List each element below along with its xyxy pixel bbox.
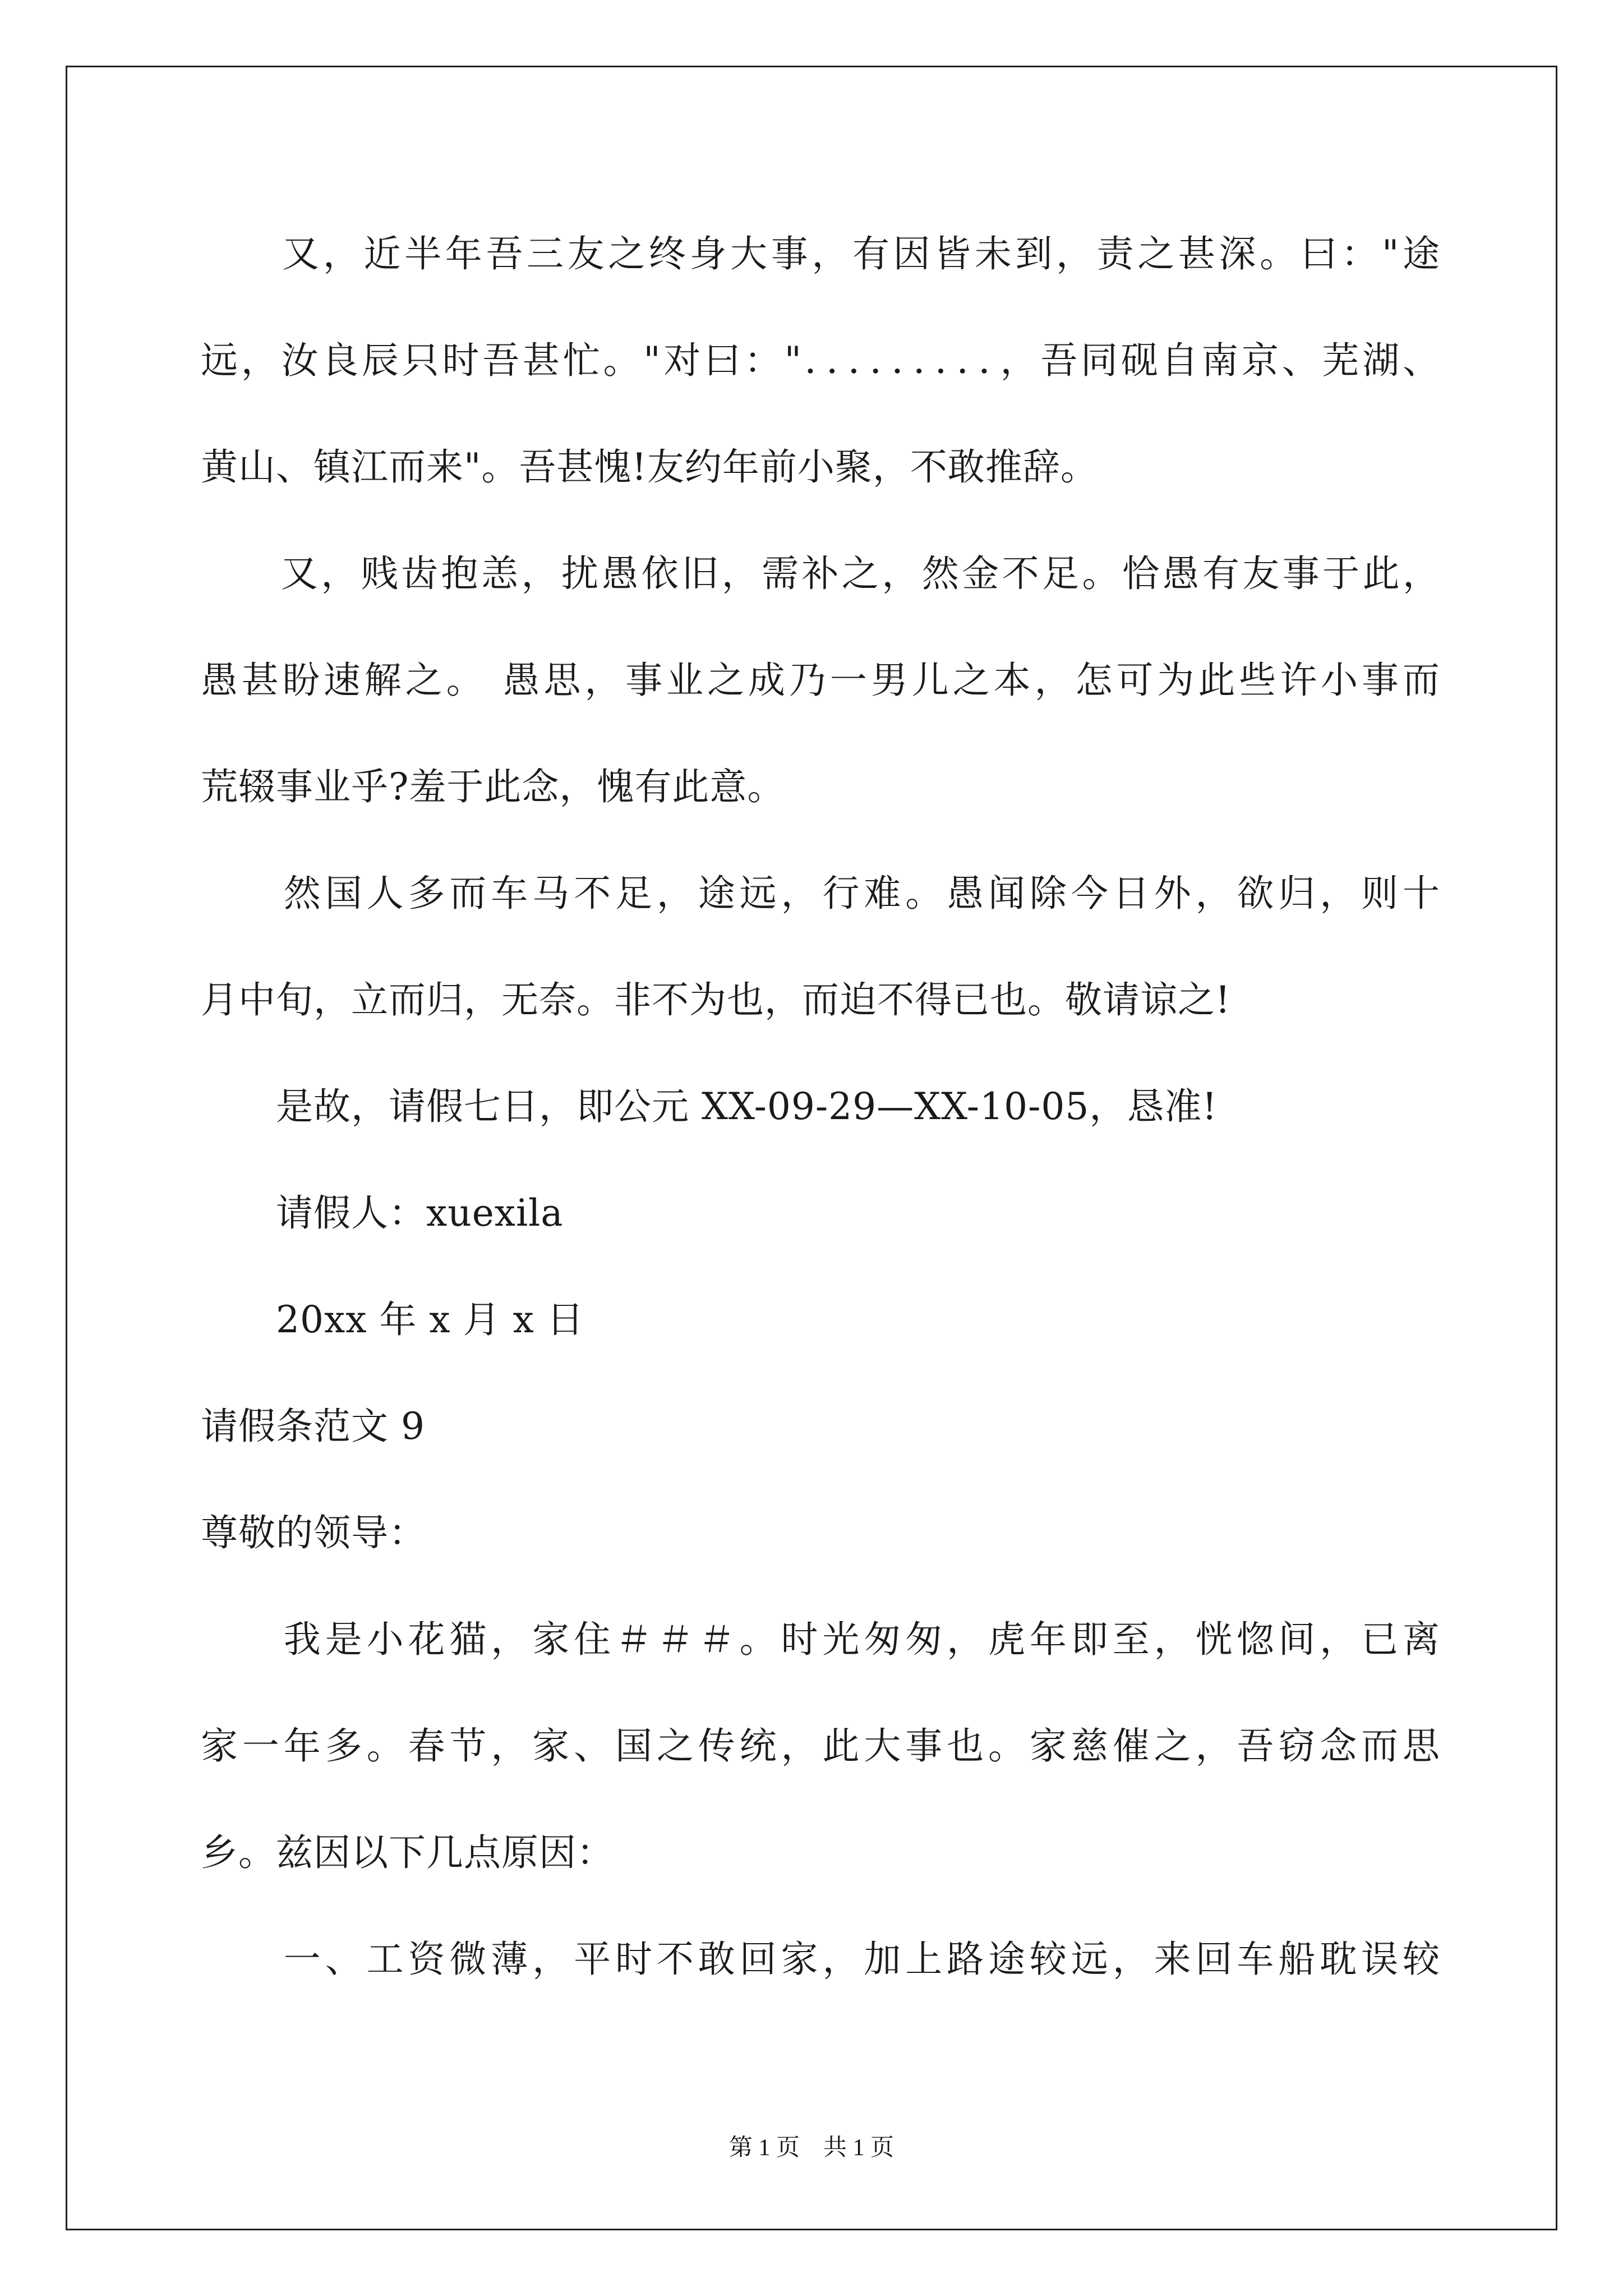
text-line: 请假人：xuexila bbox=[201, 1191, 564, 1235]
text-line: 荒辍事业乎?羞于此念，愧有此意。 bbox=[201, 765, 785, 808]
text-line: 20xx 年 x 月 x 日 bbox=[201, 1298, 584, 1341]
text-line: 一、工资微薄，平时不敢回家，加上路途较远，来回车船耽误较 bbox=[201, 1938, 1440, 1981]
text-line: 我是小花猫，家住＃＃＃。时光匆匆，虎年即至，恍惚间，已离 bbox=[201, 1618, 1440, 1661]
text-line: 家一年多。春节，家、国之传统，此大事也。家慈催之，吾窃念而思 bbox=[201, 1724, 1440, 1768]
page-border bbox=[66, 66, 1557, 2230]
page-number: 第 1 页 共 1 页 bbox=[728, 2135, 894, 2161]
text-line: 又，近半年吾三友之终身大事，有因皆未到，责之甚深。曰："途 bbox=[201, 232, 1440, 275]
text-line: 黄山、镇江而来"。吾甚愧!友约年前小聚，不敢推辞。 bbox=[201, 445, 1098, 489]
text-line: 愚甚盼速解之。 愚思，事业之成乃一男儿之本，怎可为此些许小事而 bbox=[201, 659, 1440, 702]
text-line: 乡。兹因以下几点原因： bbox=[201, 1831, 614, 1874]
text-line: 月中旬，立而归，无奈。非不为也，而迫不得已也。敬请谅之! bbox=[201, 978, 1231, 1022]
text-line: 是故，请假七日，即公元 XX-09-29—XX-10-05，恳准! bbox=[201, 1085, 1218, 1128]
text-line: 又，贱齿抱恙，扰愚依旧，需补之，然金不足。恰愚有友事于此， bbox=[201, 552, 1440, 595]
section-heading: 请假条范文 9 bbox=[201, 1405, 425, 1448]
text-line: 然国人多而车马不足，途远，行难。愚闻除今日外，欲归，则十 bbox=[201, 872, 1440, 915]
text-line: 远，汝良辰只时吾甚忙。"对曰："．．．．．．．．．，吾同砚自南京、芜湖、 bbox=[201, 339, 1440, 382]
salutation: 尊敬的领导： bbox=[201, 1511, 426, 1554]
